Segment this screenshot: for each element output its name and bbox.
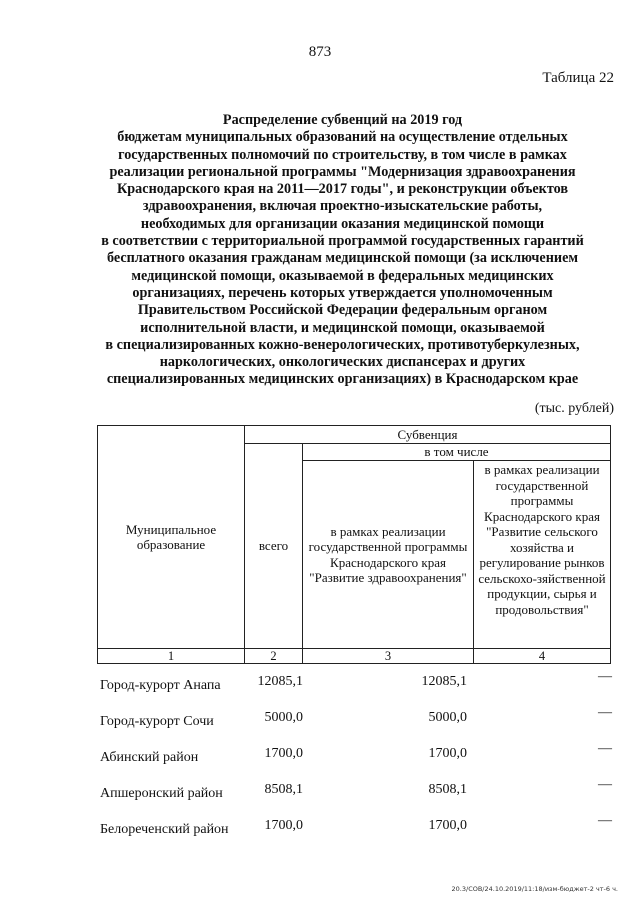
header-health-program: в рамках реализации государственной программы Краснодарского края "Развитие здравоохранения" xyxy=(303,461,474,649)
total-value: 1700,0 xyxy=(264,818,303,833)
municipality-name: Город-курорт Сочи xyxy=(100,714,214,729)
title-line: наркологических, онкологических диспансерах и других xyxy=(159,354,526,371)
table-row xyxy=(97,669,617,708)
agriculture-program-value: — xyxy=(598,741,612,756)
table-row xyxy=(97,777,617,816)
table-body xyxy=(97,669,617,852)
footer-stamp: 20.3/СОВ/24.10.2019/11:18/изм-бюджет-2 чт-6 ч. xyxy=(451,885,618,893)
table-header xyxy=(97,425,611,664)
health-program-value: 5000,0 xyxy=(428,710,467,725)
table-row xyxy=(97,741,617,780)
title-line: Краснодарского края на 2011—2017 годы", и реконструкции объектов xyxy=(117,181,568,198)
total-value: 5000,0 xyxy=(264,710,303,725)
agriculture-program-value: — xyxy=(598,777,612,792)
title-line: в специализированных кожно-венерологических, противотуберкулезных, xyxy=(105,336,580,353)
table-row xyxy=(97,705,617,744)
table-caption: Таблица 22 xyxy=(542,70,614,86)
municipality-name: Белореченский район xyxy=(100,822,229,837)
agriculture-program-value: — xyxy=(598,669,612,684)
column-number-3: 3 xyxy=(303,649,474,664)
agriculture-program-value: — xyxy=(598,705,612,720)
title-line: необходимых для организации оказания медицинской помощи xyxy=(140,215,545,232)
municipality-name: Абинский район xyxy=(100,750,199,765)
unit-note: (тыс. рублей) xyxy=(534,401,614,416)
page-number: 873 xyxy=(308,44,332,60)
total-value: 12085,1 xyxy=(257,674,303,689)
title-line: здравоохранения, включая проектно-изыскательские работы, xyxy=(142,198,543,215)
total-value: 1700,0 xyxy=(264,746,303,761)
column-number-4: 4 xyxy=(474,649,611,664)
title-line: медицинской помощи, оказываемой в федеральных медицинских xyxy=(131,267,554,284)
header-agriculture-program: в рамках реализации государственной программы Краснодарского края "Развитие сельского хозяйства и регулирование рынков сельскохо-зяйственной продукции, сырья и продовольствия" xyxy=(474,461,611,649)
title-line: реализации региональной программы "Модернизация здравоохранения xyxy=(109,163,576,180)
header-total: всего xyxy=(245,444,303,649)
title-line: государственных полномочий по строительству, в том числе в рамках xyxy=(118,146,567,163)
header-subvention: Субвенция xyxy=(245,426,611,444)
agriculture-program-value: — xyxy=(598,813,612,828)
title-line: специализированных медицинских организациях) в Краснодарском крае xyxy=(106,371,579,388)
column-number-1: 1 xyxy=(98,649,245,664)
title-line: бесплатного оказания гражданам медицинской помощи (за исключением xyxy=(106,250,579,267)
header-municipality: Муниципальное образование xyxy=(98,426,245,649)
table-row xyxy=(97,813,617,852)
health-program-value: 8508,1 xyxy=(428,782,467,797)
title-line: Распределение субвенций на 2019 год xyxy=(222,112,463,128)
title-line: Правительством Российской Федерации федеральным органом xyxy=(137,302,548,319)
health-program-value: 1700,0 xyxy=(428,818,467,833)
total-value: 8508,1 xyxy=(264,782,303,797)
municipality-name: Апшеронский район xyxy=(100,786,223,801)
column-number-2: 2 xyxy=(245,649,303,664)
title-line: бюджетам муниципальных образований на осуществление отдельных xyxy=(117,129,568,146)
title-line: в соответствии с территориальной программой государственных гарантий xyxy=(101,233,584,250)
header-including: в том числе xyxy=(303,444,611,461)
document-title xyxy=(70,112,615,389)
health-program-value: 12085,1 xyxy=(421,674,467,689)
title-line: исполнительной власти, и медицинской помощи, оказываемой xyxy=(140,319,545,336)
health-program-value: 1700,0 xyxy=(428,746,467,761)
municipality-name: Город-курорт Анапа xyxy=(100,678,221,693)
title-line: организациях, перечень которых утверждается уполномоченным xyxy=(132,284,553,301)
